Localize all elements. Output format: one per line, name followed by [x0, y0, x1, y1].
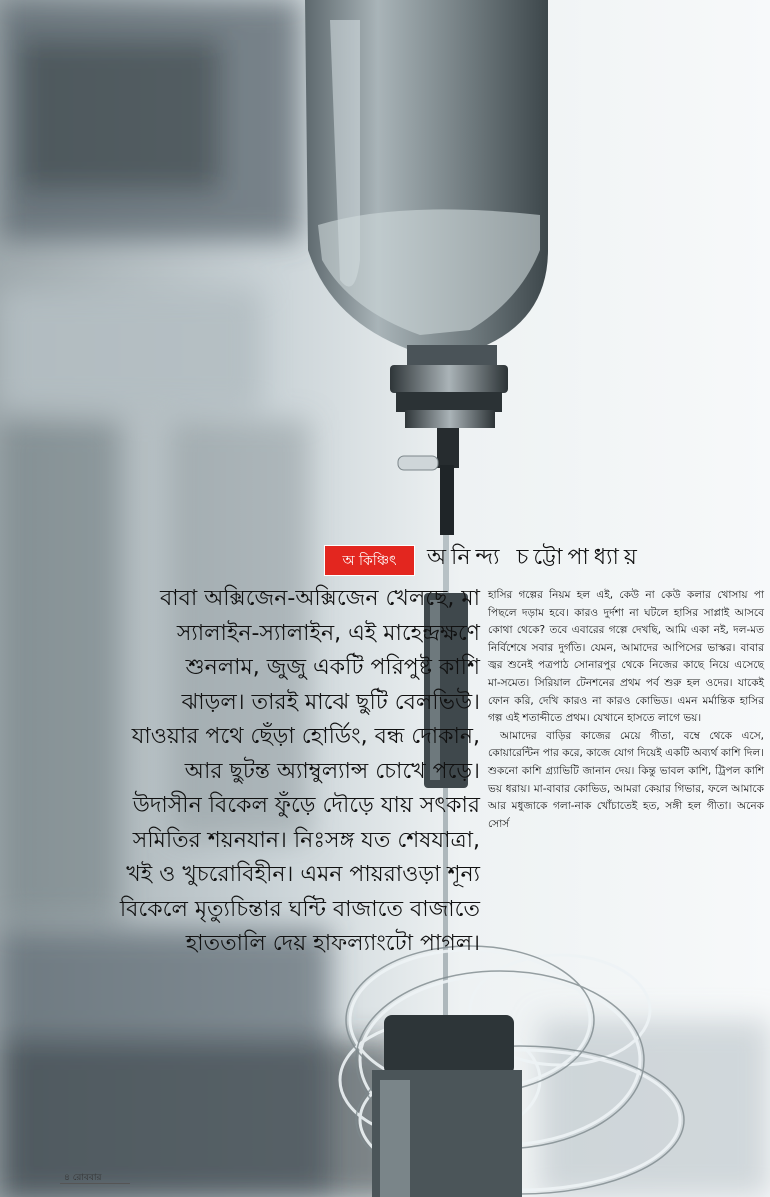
lead-line: বাবা অক্সিজেন-অক্সিজেন খেলছে, মা	[159, 586, 480, 611]
body-paragraph-2: আমাদের বাড়ির কাজের মেয়ে গীতা, বম্বে থেকে এসে, কোয়ারেন্টিন পার করে, কাজে যোগ দিয়েই একটি অব্যর্থ কাশি দিল। শুকনো কাশি গ্র্যাভিটি জানান দেয়। কিন্তু ভাবল কাশি, ট্রিপল কাশি ভয় ধরায়। মা-বাবার কোভিড, আমরা কেয়ার গিভার, ফলে আমাকে আর মধুজাকে গলা-নাক খোঁচাতেই হত, সঙ্গী হল গীতা। অনেক সোর্স	[488, 729, 764, 830]
lead-line: হাততালি দেয় হাফল্যাংটো পাগল।	[185, 931, 480, 956]
lead-line: যাওয়ার পথে ছেঁড়া হোর্ডিং, বন্ধ দোকান,	[131, 724, 480, 749]
lead-line: বিকেলে মৃত্যুচিন্তার ঘন্টি বাজাতে বাজাতে	[119, 896, 480, 922]
lead-line: খই ও খুচরোবিহীন। এমন পায়রাওড়া শূন্য	[126, 862, 480, 887]
lead-paragraph	[60, 582, 480, 962]
lead-line: শুনলাম, জুজু একটি পরিপুষ্ট কাশি	[185, 655, 480, 680]
page-folio: ৪ রোববার	[64, 1173, 102, 1183]
section-tag: অ কিঞ্চিৎ	[324, 545, 415, 576]
lead-line: স্যালাইন-স্যালাইন, এই মাহেন্দ্রক্ষণে	[176, 620, 480, 646]
folio-rule	[60, 1183, 130, 1184]
lead-line: উদাসীন বিকেল ফুঁড়ে দৌড়ে যায় সৎকার	[132, 793, 480, 818]
lead-line: সমিতির শয়নযান। নিঃসঙ্গ যত শেষযাত্রা,	[132, 827, 480, 853]
lead-line: ঝাড়ল। তারই মাঝে ছুটি বেলভিউ।	[181, 689, 480, 715]
article-body	[488, 587, 764, 833]
lead-line: আর ছুটন্ত অ্যাম্বুল্যান্স চোখে পড়ে।	[184, 758, 480, 784]
body-paragraph-1: হাসির গল্পের নিয়ম হল এই, কেউ না কেউ কলার খোসায় পা পিছলে দড়াম হবে। কারও দুর্দশা না ঘটলে হাসির সাপ্লাই আসবে কোথা থেকে? তবে এবারের গল্পে দেখছি, আমি একা নই, দল-মত নির্বিশেষে সবার দুর্গতি। যেমন, আমাদের আপিসের ভাস্কর। বাবার জ্বর শুনেই পত্রপাঠ সোনারপুর থেকে নিজের কাছে নিয়ে এসেছে মা-সমেত। সিরিয়াল টেনশনের প্রথম পর্ব শুরু হল ওদের। যাকেই ফোন করি, দেখি কারও না কারও কোভিড। এমন মর্মান্তিক হাসির গল্প এই শতাব্দীতে প্রথম। যেখানে হাসতে লাগে ভয়।	[488, 589, 764, 725]
author-name: অনিন্দ্য চট্টোপাধ্যায়	[427, 545, 642, 570]
